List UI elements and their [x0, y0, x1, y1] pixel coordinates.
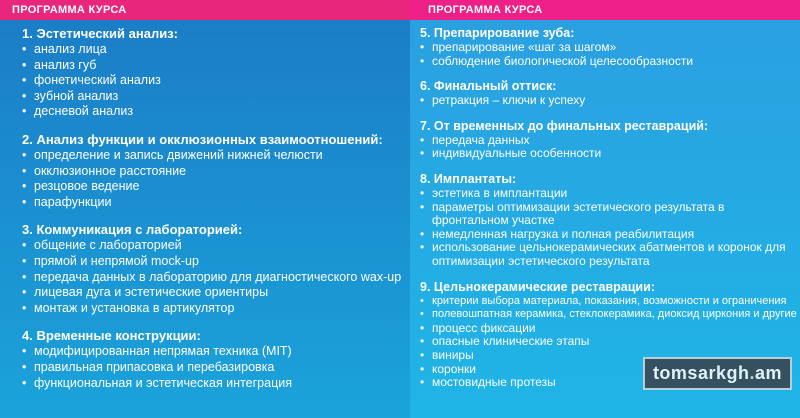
right-header: ПРОГРАММА КУРСА	[410, 0, 800, 20]
list-item: • парафункции	[22, 195, 410, 211]
section-list	[420, 134, 800, 161]
list-item: • функциональная и эстетическая интеграция	[22, 376, 410, 392]
section-title: 7. От временных до финальных реставраций:	[420, 118, 709, 133]
list-item: • монтаж и установка в артикулятор	[22, 301, 410, 317]
section-list	[420, 295, 800, 322]
list-item: • ретракция – ключи к успеху	[420, 94, 800, 108]
list-item: • немедленная нагрузка и полная реабилитация	[420, 228, 800, 242]
list-item: • препарирование «шаг за шагом»	[420, 41, 800, 55]
list-item: • опасные клинические этапы	[420, 335, 800, 349]
list-item: • виниры	[420, 349, 800, 363]
list-item: • соблюдение биологической целесообразности	[420, 55, 800, 69]
section-list	[420, 94, 800, 108]
list-item: • определение и запись движений нижней челюсти	[22, 148, 410, 164]
section-title: 9. Цельнокерамические реставрации:	[420, 279, 655, 294]
watermark-name: tomsarkgh	[652, 363, 750, 383]
watermark-dot: .	[749, 363, 755, 383]
list-item: • параметры оптимизации эстетического результата в фронтальном участке	[420, 201, 800, 228]
section-title: 6. Финальный оттиск:	[420, 79, 557, 94]
section-list	[22, 238, 410, 316]
section-list	[22, 344, 410, 391]
list-item: • окклюзионное расстояние	[22, 164, 410, 180]
section-list	[22, 148, 410, 210]
list-item: • резцовое ведение	[22, 179, 410, 195]
list-item: • полевошпатная керамика, стеклокерамика, диоксид циркония и другие	[420, 308, 800, 322]
list-item: • процесс фиксации	[420, 322, 800, 336]
list-item: • анализ лица	[22, 42, 410, 58]
left-body	[0, 20, 410, 391]
section-title: 8. Имплантаты:	[420, 171, 517, 186]
section-list	[22, 42, 410, 120]
list-item: • мостовидные протезы	[420, 376, 800, 390]
list-item: • модифицированная непрямая техника (MIT)	[22, 344, 410, 360]
list-item: • фонетический анализ	[22, 73, 410, 89]
section-list	[420, 187, 800, 269]
list-item: • анализ губ	[22, 58, 410, 74]
list-item: • индивидуальные особенности	[420, 147, 800, 161]
watermark-tld: am	[754, 363, 782, 383]
list-item: • правильная припасовка и перебазировка	[22, 360, 410, 376]
right-column	[410, 0, 800, 418]
list-item: • эстетика в имплантации	[420, 187, 800, 201]
list-item: • использование цельнокерамических абатментов и коронок для оптимизации эстетического результата	[420, 241, 800, 268]
section-title: 5. Препарирование зуба:	[420, 26, 575, 40]
section-title: 4. Временные конструкции:	[22, 328, 201, 344]
section-title: 3. Коммуникация с лабораторией:	[22, 222, 243, 238]
list-item: • передача данных	[420, 134, 800, 148]
list-item: • коронки	[420, 363, 800, 377]
watermark-logo	[643, 357, 792, 390]
section-title: 2. Анализ функции и окклюзионных взаимоотношений:	[22, 131, 383, 147]
list-item: • прямой и непрямой mock-up	[22, 254, 410, 270]
right-body	[410, 20, 800, 390]
list-item: • зубной анализ	[22, 89, 410, 105]
list-item: • десневой анализ	[22, 104, 410, 120]
section-title: 1. Эстетический анализ:	[22, 26, 179, 41]
left-header: ПРОГРАММА КУРСА	[0, 0, 410, 20]
list-item: • лицевая дуга и эстетические ориентиры	[22, 285, 410, 301]
list-item: • передача данных в лабораторию для диагностического wax-up	[22, 270, 410, 286]
list-item: • критерии выбора материала, показания, возможности и ограничения	[420, 295, 800, 309]
section-list	[420, 41, 800, 68]
list-item: • общение с лабораторией	[22, 238, 410, 254]
